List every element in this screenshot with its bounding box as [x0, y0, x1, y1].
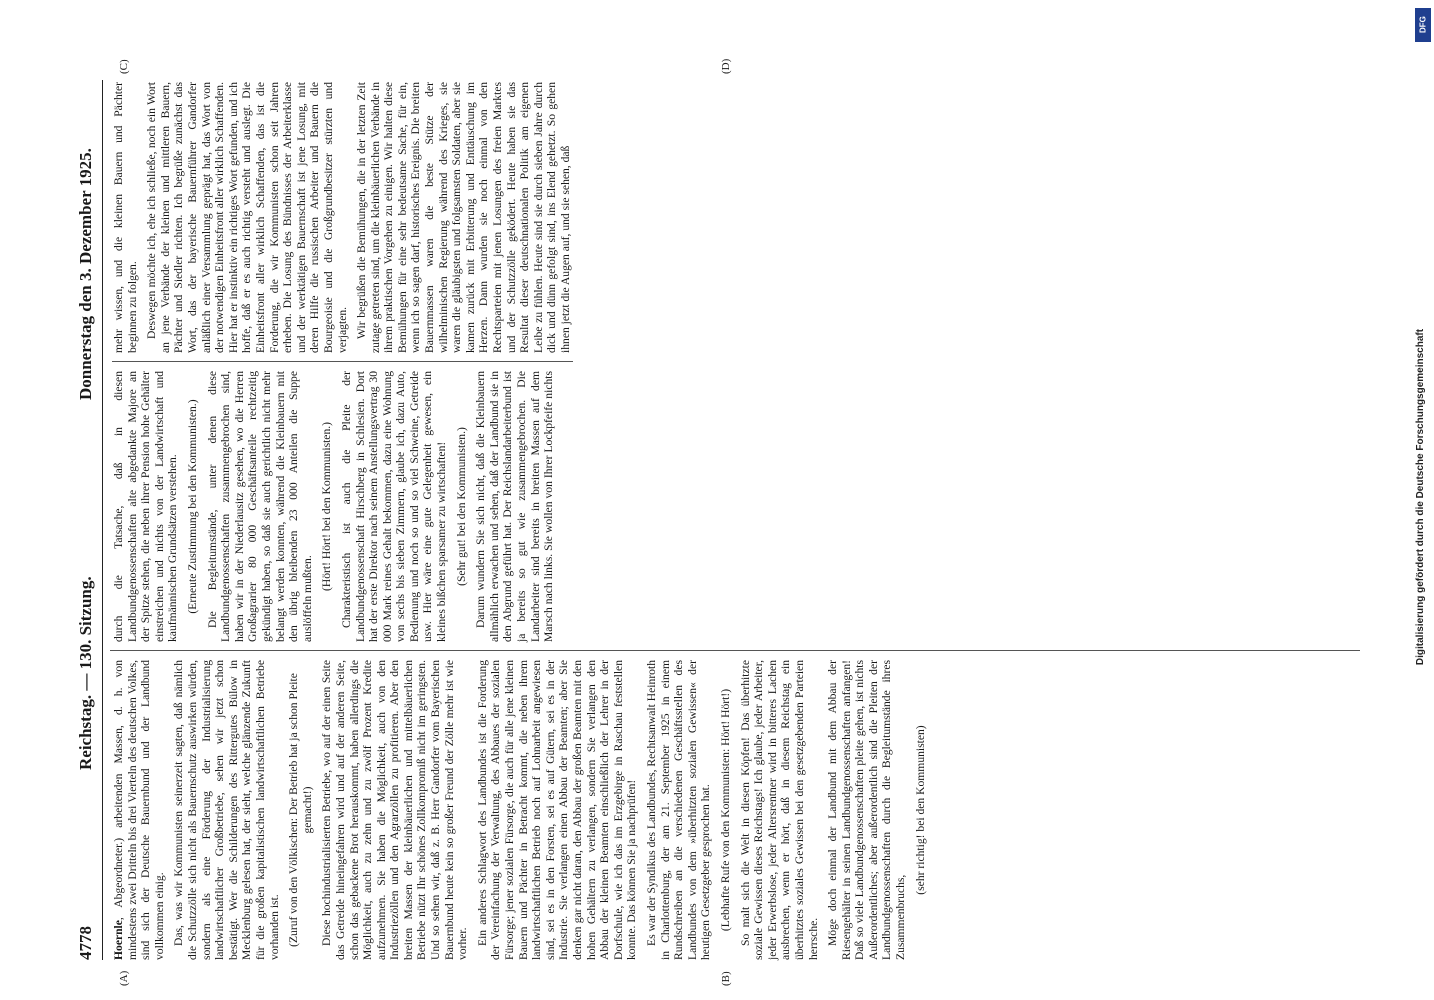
page-number: 4778 [76, 926, 95, 960]
paragraph [739, 660, 821, 960]
header-rule [102, 80, 103, 960]
paragraph-text: durch die Tatsache, daß in diesen Landbundgenossenschaften alte abgedankte Majore an der Spitze stehen, die neben ihrer Pension hohe Gehälter einstreichen und nichts von der Landwirtschaft und kaufmännischen Grundsätzen verstehen. [112, 371, 180, 642]
paragraph [320, 660, 470, 960]
paragraph-text: Deswegen möchte ich, ehe ich schließe, noch ein Wort an jene Verbände der kleinen und mittleren Bauern, Pächter und Siedler richten. Ich begrüße zunächst das Wort, das der bayerische Bauernführer Gandorfer anläßlich einer Versammlung geprägt hat, das Wort von der notwendigen Einheitsfront aller wirklich Schaffenden. Hier hat er instinktiv ein richtiges Wort gefunden, und ich hoffe, daß er es auch richtig versteht und auslegt. Die Einheitsfront aller wirklich Schaffenden, das ist die Forderung, die wir Kommunisten schon seit Jahren erheben. Die Losung des Bündnisses der Arbeiterklasse und der werktätigen Bauernschaft ist jene Losung, mit deren Hilfe die russischen Arbeiter und Bauern die Bourgeoisie und die Großgrundbesitzer stürzten und verjagten. [145, 82, 349, 353]
header-right-title: Donnerstag den 3. Dezember 1925. [76, 148, 95, 400]
margin-mark-a: (A) [118, 970, 130, 986]
paragraph-text: Diese hochindustrialisierten Betriebe, wo auf der einen Seite das Getreide hineingefahren wird und auf der anderen Seite, schon das gebackene Brot herauskommt, haben allerdings die Möglichkeit, auch zu zehn und zu zwölf Prozent Kredite aufzunehmen. Sie haben die Möglichkeit, auch von den Industriezöllen und den Agrarzöllen zu profitieren. Aber den breiten Massen der kleinbäuerlichen und mittelbäuerlichen Betriebe nützt Ihr schönes Zollkompromiß nicht im geringsten. Und so sehen wir, daß z. B. Herr Gandorfer vom Bayerischen Bauernbund heute kein so großer Freund der Zölle mehr ist wie vorher. [320, 660, 470, 960]
paragraph [340, 371, 449, 642]
paragraph-text: So malt sich die Welt in diesen Köpfen! Das überhitzte soziale Gewissen dieses Reichstags! Ich glaube, jeder Arbeiter, jeder Erwerbslose, jeder Altersrentner wird in bitteres Lachen ausbrechen, wenn er hört, daß in diesem Reichstag ein überhitztes soziales Gewissen bei den gesetzgebenden Parteien herrsche. [738, 660, 820, 960]
interjection: (Sehr gut! bei den Kommunisten.) [454, 427, 468, 586]
interjection: (sehr richtig! bei den Kommunisten) [913, 725, 927, 895]
rotated-page [70, 58, 1380, 986]
text-column-right [112, 82, 573, 642]
paragraph [206, 371, 315, 642]
paragraph [476, 660, 639, 960]
paragraph-text: , Abgeordneter.) arbeitenden Massen, d. h. von mindestens zwei Dritteln bis drei Vierteln des deutschen Volkes, sind sich der Deutsche Bauernbund und der Landbund vollkommen einig. [112, 660, 166, 960]
margin-mark-b: (B) [720, 971, 732, 986]
paragraph [172, 660, 281, 960]
interjection: (Erneute Zustimmung bei den Kommunisten.) [185, 399, 199, 614]
paragraph-text: Die Begleitumstände, unter denen diese Landbundgenossenschaften zusammengebrochen sind, haben wir in der Niederlausitz gesehen, wo die Herren Großagrarier 80 000 Geschäftsanteile rechtzeitig gekündigt haben, so daß sie auch gerichtlich nicht mehr belangt werden konnten, während die Kleinbauern mit den übrig bleibenden 23 000 Anteilen die Suppe auslöffeln mußten. [205, 371, 314, 642]
paragraph [145, 82, 349, 353]
dfg-credit: Digitalisierung gefördert durch die Deutsche Forschungsgemeinschaft [1415, 328, 1426, 666]
margin-mark-c: (C) [118, 59, 130, 74]
paragraph [355, 82, 573, 353]
paragraph-text: Charakteristisch ist auch die Pleite der Landbundgenossenschaft Hirschberg in Schlesien. Dort hat der erste Direktor nach seinem Anstellungsvertrag 30 000 Mark reines Gehalt bekommen, dazu eine Wohnung von sechs bis sieben Zimmern, glaube ich, dazu Auto, Bedienung und noch so und so viel Schweine, Getreide usw. Hier wäre eine gute Gelegenheit gewesen, ein kleines bißchen sparsamer zu wirtschaften! [339, 371, 449, 642]
paragraph [645, 660, 713, 960]
dfg-sidebar [1414, 8, 1432, 998]
dfg-logo-icon: DFG [1415, 8, 1431, 42]
paragraph-text: Wir begrüßen die Bemühungen, die in der letzten Zeit zutage getreten sind, um die kleinbäuerlichen Verbände in ihrem praktischen Vorgehen zu einigen. Wir halten diese Bemühungen für eine sehr bedeutsame Sache, für ein, wenn ich so sagen darf, historisches Ereignis. Die breiten Bauernmassen waren die beste Stütze der wilhelminischen Regierung während des Krieges, sie waren die gläubigsten und folgsamsten Soldaten, aber sie kamen zurück mit Erbitterung und Enttäuschung im Herzen. Dann wurden sie noch einmal von den Rechtsparteien mit jenen Losungen des freien Marktes und der Schutzzölle geködert. Heute haben sie das Resultat dieser deutschnationalen Politik am eigenen Leibe zu fühlen. Heute sind sie durch sieben Jahre durch dick und dünn gefolgt sind, ins Elend gehetzt. So gehen ihnen jetzt die Augen auf, und sie sehen, daß [355, 82, 572, 353]
column-divider [110, 650, 1360, 651]
paragraph-text: Möge doch einmal der Landbund mit dem Abbau der Riesengehälter in seinen Landbundgenossenschaften anfangen! Daß so viele Landbundgenossenschaften pleite gehen, ist nichts Außerordentliches; aber außerordentlich sind die Pleiten der Landbundgenossenschaften durch die Begleitumstände ihres Zusammenbruchs, [826, 660, 908, 960]
speaker-name: Hoernle [112, 920, 125, 960]
paragraph-text: Darum wundern Sie sich nicht, daß die Kleinbauern allmählich erwachen und sehen, daß der Landbund sie in den Abgrund geführt hat. Der Reichslandarbeiterbund ist ja bereits so gut wie zusammengebrochen. Die Landarbeiter sind bereits in breiten Massen auf dem Marsch nach links. Sie wollen von Ihrer Lockpfeife nichts mehr wissen, und die kleinen Bauern und Pächter beginnen zu folgen. [112, 82, 556, 642]
paragraph [112, 660, 166, 960]
paragraph [826, 660, 908, 960]
text-column-left [112, 660, 933, 960]
margin-mark-d: (D) [720, 58, 732, 74]
paragraph-text: Ein anderes Schlagwort des Landbundes ist die Forderung der Vereinfachung der Verwaltung, des Abbaues der sozialen Fürsorge; jener sozialen Fürsorge, die auch für alle jene kleinen Bauern und Pächter in Betracht kommt, die neben ihrem landwirtschaftlichen Betrieb noch auf Lohnarbeit angewiesen sind, sei es in den Forsten, sei es auf Gütern, sei es in der Industrie. Sie verlangen einen Abbau der Beamten; aber Sie denken gar nicht daran, den Abbau der großen Beamten mit den hohen Gehältern zu verlangen, sondern Sie verlangen den Abbau der kleinen Beamten einschließlich der Lehrer in der Dorfschule, wie ich das im Erzgebirge in Raschau feststellen konnte. Das können Sie ja nachprüfen! [475, 660, 639, 960]
interjection: (Zuruf von den Völkischen: Der Betrieb hat ja schon Pleite gemacht!) [287, 673, 314, 947]
paragraph-text: Das, was wir Kommunisten seinerzeit sagten, daß nämlich die Schutzzölle sich nicht als Bauernschutz auswirken würden, sondern als eine Förderung der Industrialisierung landwirtschaftlicher Großbetriebe, sehen wir jetzt schon bestätigt. Wer die Schilderungen des Rittergutes Bülow in Mecklenburg gelesen hat, der sieht, welche glänzende Zukunft für die großen kapitalistischen landwirtschaftlichen Betriebe vorhanden ist. [172, 660, 281, 960]
page-header [70, 80, 104, 960]
header-left-title: Reichstag. — 130. Sitzung. [76, 576, 95, 770]
paragraph-text: Es war der Syndikus des Landbundes, Rechtsanwalt Heinroth in Charlottenburg, der am 21. September 1925 in einem Rundschreiben an die verschiedenen Geschäftsstellen des Landbundes von dem »überhitzten sozialen Gewissen« der heutigen Gesetzgeber gesprochen hat. [644, 660, 713, 960]
interjection: (Lebhafte Rufe von den Kommunisten: Hört! Hört!) [718, 688, 732, 932]
interjection: (Hört! Hört! bei den Kommunisten.) [320, 421, 334, 592]
paragraph [112, 371, 180, 642]
